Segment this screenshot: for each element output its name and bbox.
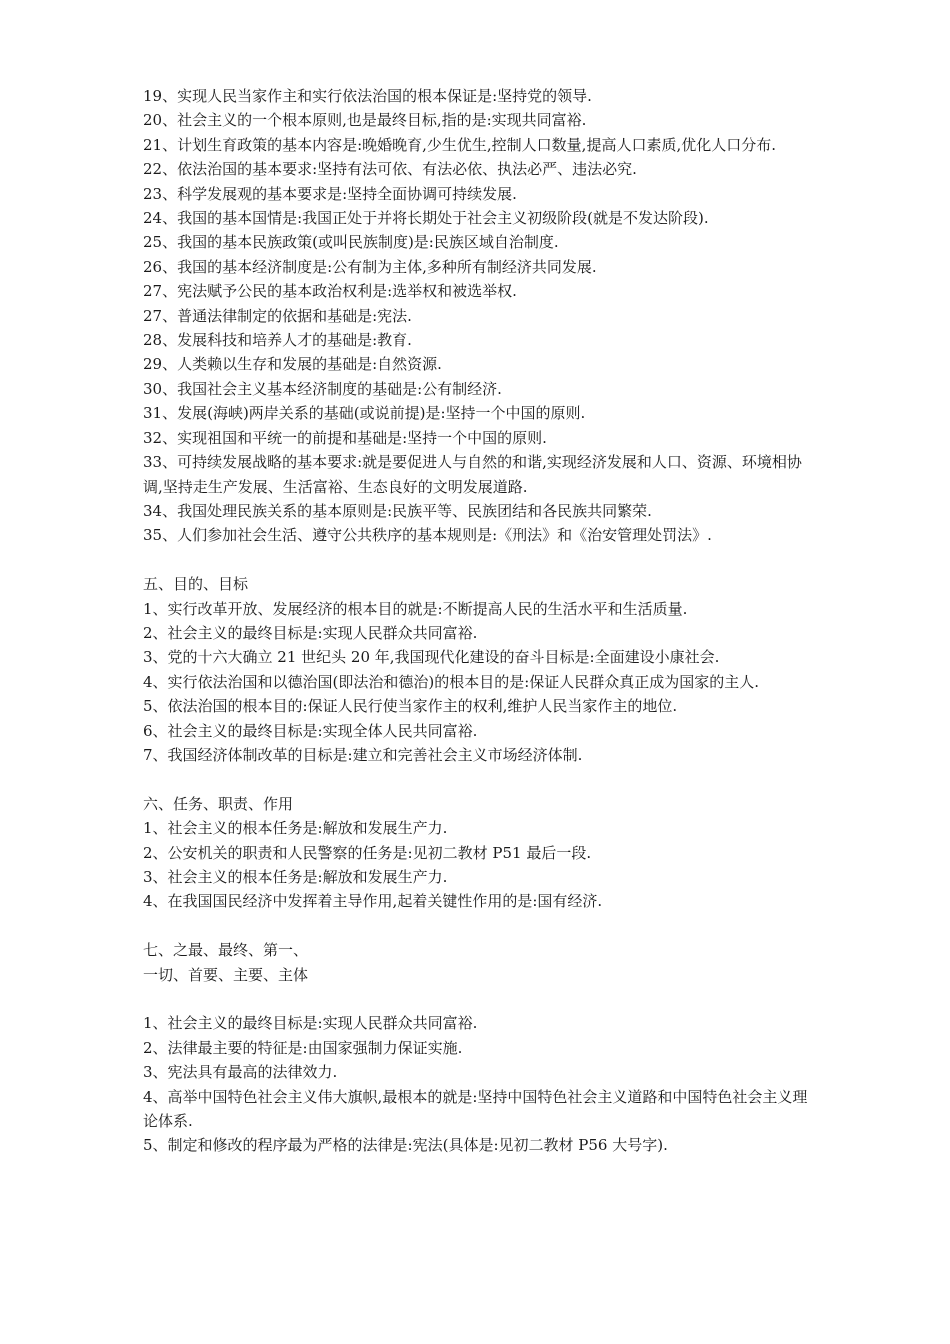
list-item: 6、社会主义的最终目标是:实现全体人民共同富裕. xyxy=(143,721,478,740)
list-item: 33、可持续发展战略的基本要求:就是要促进人与自然的和谐,实现经济发展和人口、资源、环境相协调,坚持走生产发展、生活富裕、生态良好的文明发展道路. xyxy=(143,453,802,496)
list-item: 4、在我国国民经济中发挥着主导作用,起着关键性作用的是:国有经济. xyxy=(143,892,603,911)
list-item: 5、依法治国的根本目的:保证人民行使当家作主的权利,维护人民当家作主的地位. xyxy=(143,697,678,716)
list-item: 19、实现人民当家作主和实行依法治国的根本保证是:坚持党的领导. xyxy=(143,87,592,105)
list-item: 28、发展科技和培养人才的基础是:教育. xyxy=(143,331,412,350)
list-item: 1、实行改革开放、发展经济的根本目的就是:不断提高人民的生活水平和生活质量. xyxy=(143,599,688,618)
list-item: 27、普通法律制定的依据和基础是:宪法. xyxy=(143,306,412,325)
list-item: 32、实现祖国和平统一的前提和基础是:坚持一个中国的原则. xyxy=(143,428,547,447)
list-item: 2、社会主义的最终目标是:实现人民群众共同富裕. xyxy=(143,623,478,642)
list-item: 27、宪法赋予公民的基本政治权利是:选举权和被选举权. xyxy=(143,282,517,301)
list-item: 24、我国的基本国情是:我国正处于并将长期处于社会主义初级阶段(就是不发达阶段). xyxy=(143,209,709,228)
spacer xyxy=(143,914,813,938)
list-item: 20、社会主义的一个根本原则,也是最终目标,指的是:实现共同富裕. xyxy=(143,111,587,130)
document-body xyxy=(143,84,813,1158)
list-item: 1、社会主义的最终目标是:实现人民群众共同富裕. xyxy=(143,1014,478,1033)
list-item: 3、党的十六大确立 21 世纪头 20 年,我国现代化建设的奋斗目标是:全面建设小康社会. xyxy=(143,648,720,667)
spacer xyxy=(143,548,813,572)
list-item: 34、我国处理民族关系的基本原则是:民族平等、民族团结和各民族共同繁荣. xyxy=(143,501,652,520)
section-heading: 一切、首要、主要、主体 xyxy=(143,965,309,984)
section-heading: 七、之最、最终、第一、 xyxy=(143,941,309,960)
list-item: 25、我国的基本民族政策(或叫民族制度)是:民族区域自治制度. xyxy=(143,233,559,252)
list-item: 26、我国的基本经济制度是:公有制为主体,多种所有制经济共同发展. xyxy=(143,257,597,276)
list-item: 29、人类赖以生存和发展的基础是:自然资源. xyxy=(143,355,442,374)
list-item: 30、我国社会主义基本经济制度的基础是:公有制经济. xyxy=(143,379,502,398)
spacer xyxy=(143,987,813,1011)
list-item: 3、宪法具有最高的法律效力. xyxy=(143,1063,338,1082)
list-item: 21、计划生育政策的基本内容是:晚婚晚育,少生优生,控制人口数量,提高人口素质,优化人口分布. xyxy=(143,135,776,154)
list-item: 22、依法治国的基本要求:坚持有法可依、有法必依、执法必严、违法必究. xyxy=(143,160,637,179)
list-item: 35、人们参加社会生活、遵守公共秩序的基本规则是:《刑法》和《治安管理处罚法》. xyxy=(143,526,712,545)
list-item: 23、科学发展观的基本要求是:坚持全面协调可持续发展. xyxy=(143,184,517,203)
list-item: 5、制定和修改的程序最为严格的法律是:宪法(具体是:见初二教材 P56 大号字). xyxy=(143,1136,668,1155)
section-heading: 六、任务、职责、作用 xyxy=(143,794,294,813)
list-item: 7、我国经济体制改革的目标是:建立和完善社会主义市场经济体制. xyxy=(143,745,583,764)
list-item: 1、社会主义的根本任务是:解放和发展生产力. xyxy=(143,819,448,838)
list-item: 3、社会主义的根本任务是:解放和发展生产力. xyxy=(143,867,448,886)
list-item: 2、法律最主要的特征是:由国家强制力保证实施. xyxy=(143,1038,463,1057)
list-item: 2、公安机关的职责和人民警察的任务是:见初二教材 P51 最后一段. xyxy=(143,843,592,862)
list-item: 31、发展(海峡)两岸关系的基础(或说前提)是:坚持一个中国的原则. xyxy=(143,404,586,423)
list-item: 4、高举中国特色社会主义伟大旗帜,最根本的就是:坚持中国特色社会主义道路和中国特色社会主义理论体系. xyxy=(143,1087,808,1130)
spacer xyxy=(143,767,813,791)
list-item: 4、实行依法治国和以德治国(即法治和德治)的根本目的是:保证人民群众真正成为国家的主人. xyxy=(143,672,760,691)
section-heading: 五、目的、目标 xyxy=(143,575,249,594)
